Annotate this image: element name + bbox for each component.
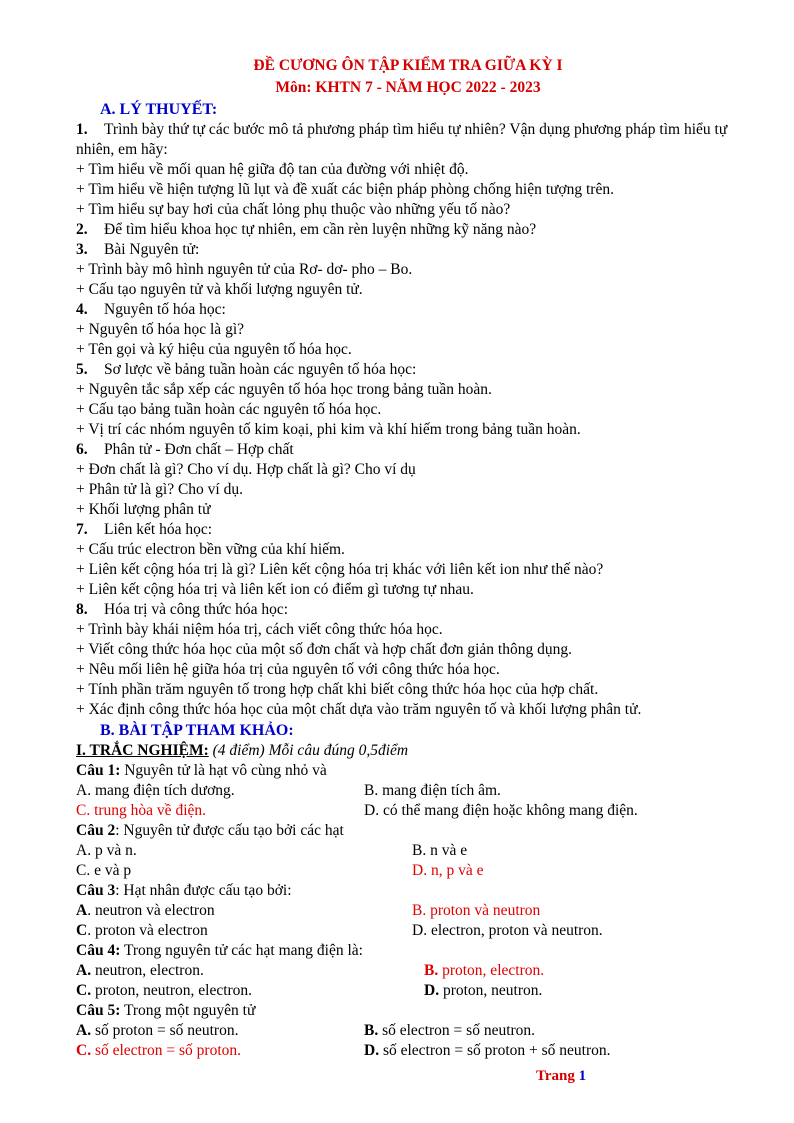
theory-subitem: + Liên kết cộng hóa trị và liên kết ion có điểm gì tương tự nhau. bbox=[76, 581, 474, 598]
item-text: Liên kết hóa học: bbox=[104, 521, 213, 538]
answer-option bbox=[76, 962, 204, 979]
theory-item bbox=[76, 520, 740, 540]
part-1-note: (4 điểm) Mỗi câu đúng 0,5điểm bbox=[208, 742, 409, 759]
answer-row bbox=[76, 981, 740, 1001]
item-text: Để tìm hiểu khoa học tự nhiên, em cần rèn luyện những kỹ năng nào? bbox=[104, 221, 537, 238]
theory-subitem: + Tìm hiểu về hiện tượng lũ lụt và đề xuất các biện pháp phòng chống hiện tượng trên. bbox=[76, 181, 614, 198]
theory-subitem: + Nguyên tắc sắp xếp các nguyên tố hóa học trong bảng tuần hoàn. bbox=[76, 381, 492, 398]
question-text: Trong nguyên tử các hạt mang điện là: bbox=[120, 942, 363, 959]
question-text: Nguyên tử là hạt vô cùng nhỏ và bbox=[120, 762, 327, 779]
answer-row bbox=[76, 781, 740, 801]
answer-option bbox=[364, 1021, 535, 1041]
answer-option bbox=[76, 782, 235, 799]
theory-subitem: + Tìm hiểu về mối quan hệ giữa độ tan của đường với nhiệt độ. bbox=[76, 161, 469, 178]
item-number: 2. bbox=[76, 221, 88, 238]
answer-text: D. n, p và e bbox=[412, 862, 484, 879]
theory-subitem: + Vị trí các nhóm nguyên tố kim koại, phi kim và khí hiếm trong bảng tuần hoàn. bbox=[76, 421, 581, 438]
theory-subitem: + Liên kết cộng hóa trị là gì? Liên kết cộng hóa trị khác với liên kết ion như thế nào? bbox=[76, 561, 604, 578]
answer-option bbox=[76, 802, 206, 819]
answer-option bbox=[424, 981, 542, 1001]
theory-subitem: + Phân tử là gì? Cho ví dụ. bbox=[76, 481, 243, 498]
page-footer bbox=[536, 1068, 586, 1085]
answer-option bbox=[76, 1042, 241, 1059]
theory-item bbox=[76, 440, 740, 460]
answer-row bbox=[76, 861, 740, 881]
answer-option bbox=[76, 922, 208, 939]
theory-item bbox=[76, 360, 740, 380]
theory-item bbox=[76, 120, 740, 160]
answer-option bbox=[412, 841, 467, 861]
item-number: 3. bbox=[76, 241, 88, 258]
question-stem bbox=[76, 941, 740, 961]
item-text: Nguyên tố hóa học: bbox=[104, 301, 226, 318]
answer-option bbox=[412, 861, 483, 881]
theory-subitem: + Viết công thức hóa học của một số đơn chất và hợp chất đơn giản thông dụng. bbox=[76, 641, 572, 658]
answer-option bbox=[364, 1041, 611, 1061]
question-text: : Nguyên tử được cấu tạo bởi các hạt bbox=[115, 822, 344, 839]
answer-key: D. bbox=[364, 1042, 380, 1059]
answer-option bbox=[76, 1022, 238, 1039]
theory-subitem: + Nguyên tố hóa học là gì? bbox=[76, 321, 245, 338]
footer-label: Trang bbox=[536, 1068, 579, 1084]
answer-text: D. electron, proton và neutron. bbox=[412, 922, 603, 939]
page-number: 1 bbox=[578, 1068, 587, 1084]
answer-key: D. bbox=[424, 982, 440, 999]
theory-subitem: + Trình bày khái niệm hóa trị, cách viết công thức hóa học. bbox=[76, 621, 443, 638]
answer-option bbox=[76, 902, 215, 919]
answer-text: số electron = số proton. bbox=[91, 1042, 242, 1059]
theory-item bbox=[76, 300, 740, 320]
answer-text: . neutron và electron bbox=[87, 902, 215, 919]
theory-subitem: + Trình bày mô hình nguyên tử của Rơ- dơ- pho – Bo. bbox=[76, 261, 413, 278]
answer-text: C. trung hòa về điện. bbox=[76, 802, 207, 819]
answer-text: B. proton và neutron bbox=[412, 902, 541, 919]
theory-item bbox=[76, 240, 740, 260]
theory-subitem: + Tính phần trăm nguyên tố trong hợp chất khi biết công thức hóa học của hợp chất. bbox=[76, 681, 599, 698]
theory-subitem: + Nêu mối liên hệ giữa hóa trị của nguyên tố với công thức hóa học. bbox=[76, 661, 500, 678]
answer-key: B. bbox=[424, 962, 439, 979]
answer-key: C. bbox=[76, 982, 92, 999]
theory-subitem: + Tìm hiểu sự bay hơi của chất lỏng phụ thuộc vào những yếu tố nào? bbox=[76, 201, 511, 218]
questions-list bbox=[76, 761, 740, 1061]
theory-subitem: + Đơn chất là gì? Cho ví dụ. Hợp chất là gì? Cho ví dụ bbox=[76, 461, 416, 478]
answer-option bbox=[412, 901, 540, 921]
answer-key: A. bbox=[76, 962, 92, 979]
answer-option bbox=[76, 862, 131, 879]
section-b-title: B. BÀI TẬP THAM KHẢO: bbox=[100, 722, 294, 739]
answer-row bbox=[76, 1041, 740, 1061]
answer-text: A. p và n. bbox=[76, 842, 137, 859]
answer-text: số proton = số neutron. bbox=[91, 1022, 239, 1039]
question-stem bbox=[76, 881, 740, 901]
answer-row bbox=[76, 841, 740, 861]
question-stem bbox=[76, 821, 740, 841]
theory-subitem: + Khối lượng phân tử bbox=[76, 501, 211, 518]
answer-text: B. mang điện tích âm. bbox=[364, 782, 501, 799]
answer-option bbox=[76, 982, 252, 999]
question-label: Câu 4: bbox=[76, 942, 121, 959]
theory-subitem: + Cấu tạo bảng tuần hoàn các nguyên tố hóa học. bbox=[76, 401, 382, 418]
theory-subitem: + Xác định công thức hóa học của một chất dựa vào trăm nguyên tố và khối lượng phân tử. bbox=[76, 701, 642, 718]
answer-text: số electron = số proton + số neutron. bbox=[379, 1042, 611, 1059]
theory-item bbox=[76, 220, 740, 240]
document-page bbox=[76, 55, 740, 1061]
answer-option bbox=[364, 801, 638, 821]
answer-row bbox=[76, 921, 740, 941]
answer-option bbox=[364, 781, 501, 801]
answer-row bbox=[76, 961, 740, 981]
answer-text: số electron = số neutron. bbox=[378, 1022, 536, 1039]
section-a-title: A. LÝ THUYẾT: bbox=[100, 101, 218, 118]
theory-subitem: + Tên gọi và ký hiệu của nguyên tố hóa học. bbox=[76, 341, 352, 358]
item-number: 4. bbox=[76, 301, 88, 318]
part-1-heading bbox=[76, 741, 740, 761]
item-number: 6. bbox=[76, 441, 88, 458]
theory-item bbox=[76, 600, 740, 620]
answer-option bbox=[76, 842, 137, 859]
answer-text: B. n và e bbox=[412, 842, 468, 859]
item-text: Trình bày thứ tự các bước mô tả phương pháp tìm hiểu tự nhiên? Vận dụng phương pháp tìm hiểu tự nhiên, em hãy: bbox=[76, 121, 728, 158]
answer-text: . proton và electron bbox=[87, 922, 208, 939]
answer-key: C. bbox=[76, 1042, 92, 1059]
item-text: Hóa trị và công thức hóa học: bbox=[104, 601, 289, 618]
question-label: Câu 5: bbox=[76, 1002, 121, 1019]
question-label: Câu 2 bbox=[76, 822, 116, 839]
item-number: 7. bbox=[76, 521, 88, 538]
answer-key: B. bbox=[364, 1022, 379, 1039]
section-a-content bbox=[76, 120, 740, 720]
answer-text: proton, neutron. bbox=[439, 982, 543, 999]
item-number: 1. bbox=[76, 121, 88, 138]
answer-option bbox=[424, 961, 544, 981]
answer-row bbox=[76, 801, 740, 821]
answer-text: A. mang điện tích dương. bbox=[76, 782, 235, 799]
answer-text: neutron, electron. bbox=[91, 962, 204, 979]
answer-key: A bbox=[76, 902, 88, 919]
question-stem bbox=[76, 761, 740, 781]
answer-key: C bbox=[76, 922, 88, 939]
question-label: Câu 1: bbox=[76, 762, 121, 779]
answer-text: proton, electron. bbox=[438, 962, 545, 979]
answer-text: C. e và p bbox=[76, 862, 132, 879]
answer-text: D. có thể mang điện hoặc không mang điện. bbox=[364, 802, 638, 819]
item-text: Sơ lược về bảng tuần hoàn các nguyên tố hóa học: bbox=[104, 361, 417, 378]
question-text: Trong một nguyên tử bbox=[120, 1002, 256, 1019]
answer-row bbox=[76, 901, 740, 921]
answer-key: A. bbox=[76, 1022, 92, 1039]
part-1-label: I. TRẮC NGHIỆM: bbox=[76, 742, 209, 759]
document-title: ĐỀ CƯƠNG ÔN TẬP KIỂM TRA GIỮA KỲ I bbox=[253, 57, 563, 74]
answer-row bbox=[76, 1021, 740, 1041]
theory-subitem: + Cấu trúc electron bền vững của khí hiếm. bbox=[76, 541, 345, 558]
item-text: Bài Nguyên tử: bbox=[104, 241, 200, 258]
document-subtitle: Môn: KHTN 7 - NĂM HỌC 2022 - 2023 bbox=[275, 79, 541, 96]
theory-subitem: + Cấu tạo nguyên tử và khối lượng nguyên tử. bbox=[76, 281, 363, 298]
item-text: Phân tử - Đơn chất – Hợp chất bbox=[104, 441, 294, 458]
question-label: Câu 3 bbox=[76, 882, 116, 899]
item-number: 8. bbox=[76, 601, 88, 618]
answer-text: proton, neutron, electron. bbox=[91, 982, 253, 999]
question-stem bbox=[76, 1001, 740, 1021]
question-text: : Hạt nhân được cấu tạo bởi: bbox=[115, 882, 292, 899]
answer-option bbox=[412, 921, 603, 941]
item-number: 5. bbox=[76, 361, 88, 378]
